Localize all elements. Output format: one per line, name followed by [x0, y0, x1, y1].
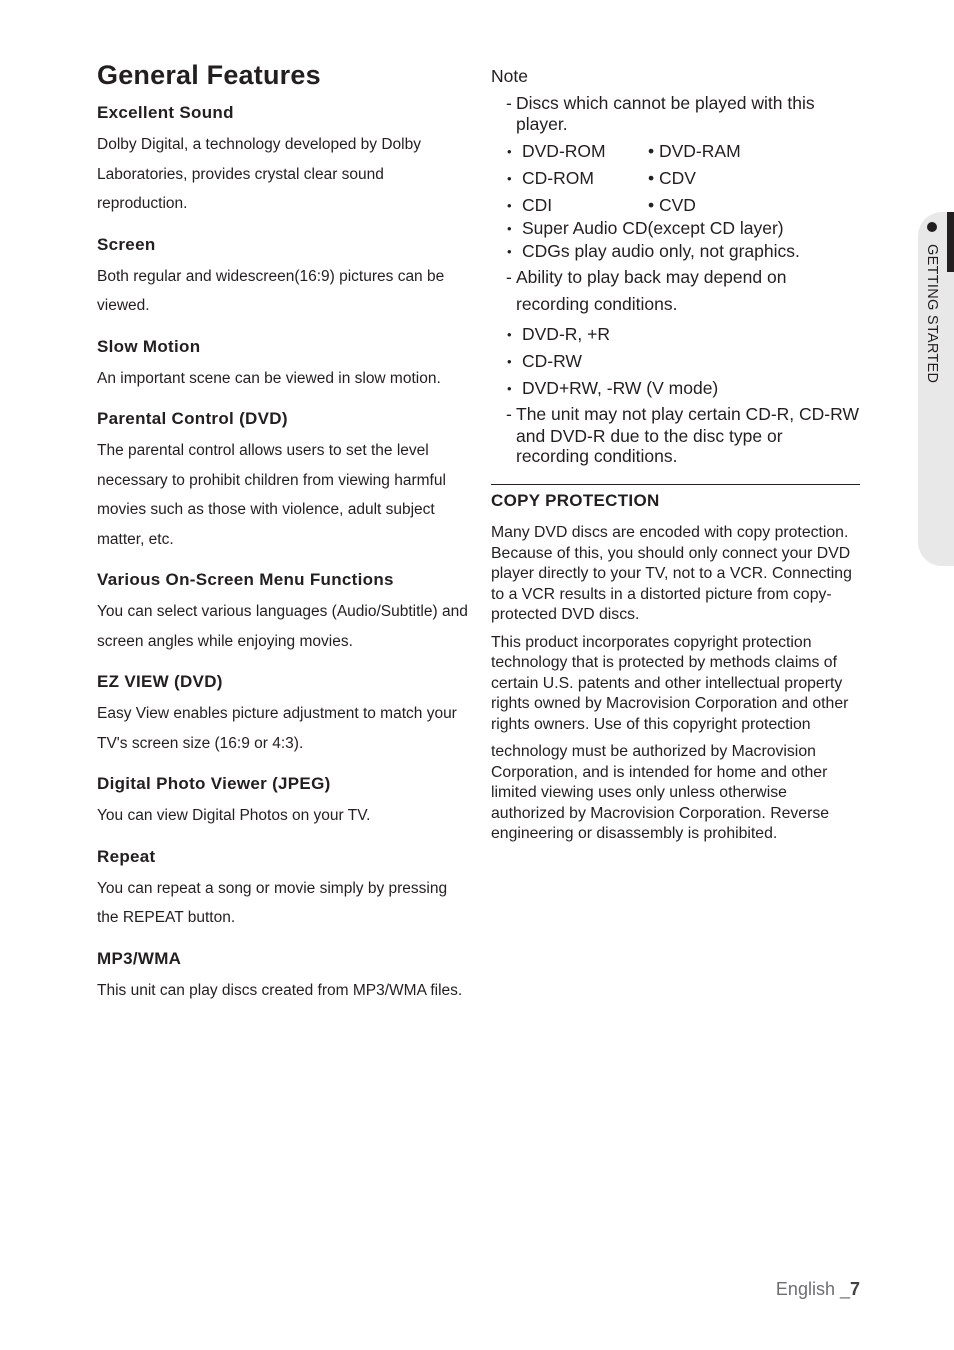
- feature-text: Both regular and widescreen(16:9) pictures can be viewed.: [97, 267, 445, 314]
- dash-text-continued: and DVD-R due to the disc type or recording conditions.: [516, 426, 783, 466]
- feature-heading: Parental Control (DVD): [97, 409, 288, 428]
- feature-text: This unit can play discs created from MP3/WMA files.: [97, 981, 463, 999]
- feature-item: [97, 672, 469, 758]
- feature-heading: Repeat: [97, 846, 156, 866]
- feature-text: You can view Digital Photos on your TV.: [97, 807, 371, 824]
- bullet-text: DVD-ROM: [522, 141, 606, 161]
- dash-text-continued: recording conditions.: [516, 294, 678, 314]
- note-title: Note: [491, 66, 528, 86]
- note-dash-item: [491, 264, 860, 318]
- note-dash-item: - Discs which cannot be played with this player.: [491, 93, 860, 135]
- bullet-text: DVD-R, +R: [522, 324, 610, 344]
- bullet-text: CD-ROM: [522, 168, 594, 188]
- note-bullet-row: [491, 241, 860, 262]
- feature-item: [97, 103, 469, 219]
- note-bullet-row: [491, 351, 860, 372]
- feature-heading: Various On-Screen Menu Functions: [97, 570, 394, 589]
- feature-item: [97, 337, 469, 394]
- feature-list: [97, 103, 469, 1005]
- feature-heading: EZ VIEW (DVD): [97, 672, 223, 691]
- note-dash-item: [491, 405, 860, 466]
- page-footer: [776, 1279, 860, 1300]
- feature-heading: Excellent Sound: [97, 103, 234, 122]
- bullet-icon: •: [507, 144, 512, 159]
- bullet-icon: •: [507, 327, 512, 342]
- page-title: General Features: [97, 60, 321, 90]
- feature-text: An important scene can be viewed in slow motion.: [97, 369, 441, 387]
- bullet-text-secondary: • CVD: [648, 195, 696, 215]
- feature-heading: Digital Photo Viewer (JPEG): [97, 774, 331, 793]
- note-bullet-row: [491, 218, 860, 239]
- side-tab-label: GETTING STARTED: [924, 244, 940, 384]
- copy-protection-paragraph: This product incorporates copyright protection technology that is protected by methods claims of certain U.S. patents and other intellectual property rights owned by Macrovision Corporation and other rights owners. Use of this copyright protection: [491, 633, 849, 733]
- feature-item: [97, 774, 469, 831]
- page-number: 7: [849, 1279, 860, 1299]
- bullet-icon: •: [507, 244, 512, 259]
- bullet-icon: •: [507, 354, 512, 369]
- feature-text: You can repeat a song or movie simply by pressing the REPEAT button.: [97, 879, 448, 926]
- note-bullet-row: [491, 378, 860, 399]
- feature-item: [97, 949, 469, 1006]
- feature-heading: MP3/WMA: [97, 948, 182, 968]
- feature-item: [97, 235, 469, 321]
- bullet-icon: •: [507, 381, 512, 396]
- bullet-dot-icon: [927, 222, 937, 232]
- bullet-text: CD-RW: [522, 351, 582, 371]
- dash-text: The unit may not play certain CD-R, CD-RW: [516, 404, 859, 424]
- note-bullet-row: [491, 141, 860, 162]
- feature-text: Dolby Digital, a technology developed by Dolby Laboratories, provides crystal clear sound reproduction.: [97, 136, 421, 212]
- bullet-text-secondary: • CDV: [648, 168, 696, 188]
- copy-protection-paragraph: technology must be authorized by Macrovision Corporation, and is intended for home and other limited viewing uses only unless otherwise authorized by Macrovision Corporation. Reverse engineering or disassembly is prohibited.: [491, 743, 830, 842]
- section-divider: [491, 484, 860, 485]
- note-bullet-row: [491, 324, 860, 345]
- bullet-text: CDGs play audio only, not graphics.: [522, 241, 800, 261]
- left-column: [97, 60, 469, 1021]
- bullet-icon: •: [507, 221, 512, 236]
- copy-protection-heading: COPY PROTECTION: [491, 491, 660, 510]
- feature-text: The parental control allows users to set the level necessary to prohibit children from viewing harmful movies such as those with violence, adult subject matter, etc.: [97, 442, 446, 548]
- copy-protection-paragraph: Many DVD discs are encoded with copy protection. Because of this, you should only connect your DVD player directly to your TV, not to a VCR. Connecting to a VCR results in a distorted picture from copy-protected DVD discs.: [491, 524, 852, 623]
- dash-text: Ability to play back may depend on: [516, 267, 787, 287]
- bullet-icon: •: [507, 198, 512, 213]
- note-bullet-row: [491, 195, 860, 216]
- bullet-icon: •: [507, 171, 512, 186]
- feature-item: [97, 847, 469, 933]
- bullet-text: Super Audio CD(except CD layer): [522, 218, 784, 238]
- bullet-text-secondary: • DVD-RAM: [648, 141, 741, 161]
- feature-text: Easy View enables picture adjustment to match your TV's screen size (16:9 or 4:3).: [97, 705, 457, 752]
- side-tab-marker: [947, 212, 954, 272]
- feature-heading: Slow Motion: [97, 336, 201, 356]
- bullet-text: DVD+RW, -RW (V mode): [522, 378, 719, 398]
- right-column: [491, 66, 860, 852]
- note-bullet-row: [491, 168, 860, 189]
- bullet-text: CDI: [522, 195, 553, 215]
- feature-item: [97, 409, 469, 554]
- footer-language: English _: [775, 1279, 850, 1299]
- feature-heading: Screen: [97, 234, 156, 254]
- feature-item: [97, 570, 469, 656]
- feature-text: You can select various languages (Audio/Subtitle) and screen angles while enjoying movies.: [97, 603, 468, 650]
